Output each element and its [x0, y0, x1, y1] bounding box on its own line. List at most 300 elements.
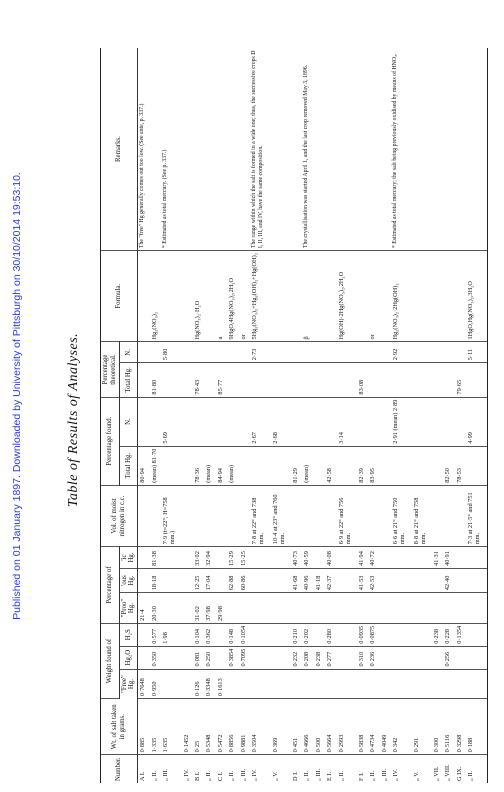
- cell-n-found: [314, 397, 325, 446]
- cell-remarks: [443, 48, 454, 251]
- cell-ic-hg: 41·31: [432, 547, 443, 569]
- cell-hg2o: 0·7095: [239, 646, 250, 669]
- cell-ic-hg: 40·91: [443, 547, 454, 569]
- cell-total-hg-theoretical: [412, 363, 432, 397]
- cell-free-hg: [466, 669, 487, 699]
- cell-hg2o: [337, 646, 357, 669]
- cell-weight-taken: 0·5472: [216, 699, 227, 755]
- cell-ic-hg: [391, 547, 411, 569]
- cell-free-hg: [250, 669, 270, 699]
- cell-free-hg: [239, 669, 250, 699]
- cell-n-found: [325, 397, 336, 446]
- cell-remarks: [380, 48, 391, 251]
- cell-remarks: [239, 48, 250, 251]
- cell-formula: 9HgO,4Hg(NO₃)₂,2H₂O: [227, 251, 238, 342]
- cell-h2s: [216, 623, 227, 646]
- table-row: [466, 48, 487, 783]
- table-row: [193, 48, 204, 783]
- cell-h2s: [466, 623, 487, 646]
- cell-total-hg-theoretical: [291, 363, 302, 397]
- results-table-region: [100, 48, 488, 783]
- cell-weight-taken: 0·451: [291, 699, 302, 755]
- cell-formula: [138, 251, 150, 342]
- cell-formula: [204, 251, 215, 342]
- cell-weight-taken: 0·2993: [337, 699, 357, 755]
- cell-ous-hg: [432, 568, 443, 592]
- cell-row-number: „ II.: [205, 770, 213, 781]
- cell-n-found: [291, 397, 302, 446]
- cell-nitrogen-volume: [291, 485, 302, 546]
- cell-total-hg-found: [161, 446, 181, 485]
- cell-ous-hg: 17·04: [204, 568, 215, 592]
- cell-nitrogen-volume: [204, 485, 215, 546]
- cell-ic-hg: [337, 547, 357, 569]
- table-row: [250, 48, 270, 783]
- cell-prco-hg: [314, 593, 325, 624]
- table-row: [380, 48, 391, 783]
- cell-total-hg-theoretical: 79·65: [455, 363, 466, 397]
- table-row: [182, 48, 193, 783]
- cell-hg2o: [412, 646, 432, 669]
- table-row: [216, 48, 227, 783]
- cell-nitrogen-volume: [193, 485, 204, 546]
- cell-n-found: [380, 397, 391, 446]
- cell-row-number: „ III.: [314, 768, 322, 781]
- cell-prco-hg: [250, 593, 270, 624]
- cell-n-theoretical: 5·80: [161, 342, 181, 363]
- cell-total-hg-theoretical: [302, 363, 313, 397]
- cell-remarks: [204, 48, 215, 251]
- cell-n-found: 2·68: [271, 397, 291, 446]
- table-row: [412, 48, 432, 783]
- table-row: [455, 48, 466, 783]
- cell-total-hg-found: 82·39: [357, 446, 368, 485]
- cell-weight-taken: 0·5664: [325, 699, 336, 755]
- cell-prco-hg: 31·02: [193, 593, 204, 624]
- cell-free-hg: [182, 669, 193, 699]
- cell-ic-hg: [182, 547, 193, 569]
- cell-n-theoretical: [138, 342, 150, 363]
- cell-free-hg: [314, 669, 325, 699]
- cell-n-found: [368, 397, 379, 446]
- cell-n-theoretical: [239, 342, 250, 363]
- cell-total-hg-found: 84·94: [216, 446, 227, 485]
- cell-weight-taken: 0·291: [412, 699, 432, 755]
- cell-total-hg-theoretical: 81·80: [150, 363, 161, 397]
- cell-free-hg: [432, 669, 443, 699]
- results-table-body: [138, 48, 488, 783]
- cell-total-hg-found: [271, 446, 291, 485]
- cell-h2s: [391, 623, 411, 646]
- cell-ous-hg: 12·25: [193, 568, 204, 592]
- cell-h2s: 0·104: [193, 623, 204, 646]
- cell-n-theoretical: 2·73: [250, 342, 270, 363]
- cell-total-hg-theoretical: 78·43: [193, 363, 204, 397]
- cell-formula: [314, 251, 325, 342]
- cell-row-number: G IX.: [455, 766, 463, 781]
- cell-row-number: „ VII.: [432, 766, 440, 781]
- cell-weight-taken: 1·335: [150, 699, 161, 755]
- cell-total-hg-theoretical: [182, 363, 193, 397]
- cell-formula: [325, 251, 336, 342]
- cell-h2s: 0·238: [432, 623, 443, 646]
- header-remarks: Remarks.: [101, 48, 138, 251]
- subheader-prco-hg: "Proo" Hg.: [119, 593, 138, 624]
- cell-total-hg-theoretical: [138, 363, 150, 397]
- cell-total-hg-found: 78·53: [455, 446, 466, 485]
- cell-ous-hg: [337, 568, 357, 592]
- table-row: [227, 48, 238, 783]
- cell-ous-hg: [182, 568, 193, 592]
- header-number: Number.: [101, 755, 138, 783]
- table-title: Table of Results of Analyses.: [66, 332, 81, 508]
- cell-free-hg: [357, 669, 368, 699]
- cell-n-theoretical: [291, 342, 302, 363]
- cell-total-hg-found: 80·94: [138, 446, 150, 485]
- cell-total-hg-theoretical: [325, 363, 336, 397]
- cell-free-hg: [412, 669, 432, 699]
- cell-ous-hg: 42·37: [325, 568, 336, 592]
- cell-total-hg-theoretical: [466, 363, 487, 397]
- cell-n-found: [443, 397, 454, 446]
- cell-total-hg-found: [337, 446, 357, 485]
- cell-n-theoretical: [227, 342, 238, 363]
- table-row: [239, 48, 250, 783]
- cell-weight-taken: 0·4666: [302, 699, 313, 755]
- cell-total-hg-theoretical: [337, 363, 357, 397]
- cell-weight-taken: 0·885: [138, 699, 150, 755]
- cell-nitrogen-volume: [150, 485, 161, 546]
- cell-ous-hg: [466, 568, 487, 592]
- cell-remarks: [466, 48, 487, 251]
- cell-ic-hg: 40·59: [302, 547, 313, 569]
- cell-ic-hg: [161, 547, 181, 569]
- cell-free-hg: 0·126: [193, 669, 204, 699]
- cell-total-hg-found: 42·58: [325, 446, 336, 485]
- cell-ic-hg: [216, 547, 227, 569]
- cell-total-hg-found: (mean): [302, 446, 313, 485]
- cell-ic-hg: [380, 547, 391, 569]
- cell-ous-hg: [161, 568, 181, 592]
- cell-weight-taken: 0·369: [271, 699, 291, 755]
- cell-total-hg-theoretical: 85·77: [216, 363, 227, 397]
- cell-remarks: The range within which the salt is formed in a wide one; thus, the successive crops D I, II, III, and IV, have the same composition.: [250, 48, 270, 251]
- cell-row-number: „ V.: [412, 771, 420, 781]
- cell-prco-hg: [302, 593, 313, 624]
- cell-n-found: [412, 397, 432, 446]
- cell-hg2o: [216, 646, 227, 669]
- cell-weight-taken: 0·8856: [227, 699, 238, 755]
- cell-weight-taken: 0·3298: [455, 699, 466, 755]
- cell-ous-hg: 40·96: [302, 568, 313, 592]
- cell-row-number: C I.: [216, 771, 224, 781]
- cell-n-theoretical: [216, 342, 227, 363]
- cell-h2s: [250, 623, 270, 646]
- cell-nitrogen-volume: [455, 485, 466, 546]
- cell-prco-hg: [325, 593, 336, 624]
- cell-ous-hg: [216, 568, 227, 592]
- cell-hg2o: [182, 646, 193, 669]
- cell-hg2o: [455, 646, 466, 669]
- cell-total-hg-found: 78·36: [193, 446, 204, 485]
- cell-h2s: [314, 623, 325, 646]
- cell-h2s: 0·202: [302, 623, 313, 646]
- cell-total-hg-found: 82·50: [443, 446, 454, 485]
- table-row: [357, 48, 368, 783]
- cell-ic-hg: [250, 547, 270, 569]
- cell-h2s: 0·148: [227, 623, 238, 646]
- header-percentage-found: Percentage found.: [101, 397, 120, 485]
- cell-total-hg-found: [432, 446, 443, 485]
- cell-ous-hg: [138, 568, 150, 592]
- cell-hg2o: [161, 646, 181, 669]
- cell-formula: Hg₂(NO₃)₂·2Hg(OH)₂: [391, 251, 411, 342]
- cell-formula: [271, 251, 291, 342]
- subheader-hg2o: Hg₂O: [119, 646, 138, 669]
- cell-ous-hg: 42·40: [443, 568, 454, 592]
- subheader-total-hg-theoretical: Total Hg.: [119, 363, 138, 397]
- table-row: [291, 48, 302, 783]
- cell-remarks: [337, 48, 357, 251]
- cell-h2s: 0·1354: [455, 623, 466, 646]
- cell-row-number: „ II.: [466, 755, 487, 783]
- cell-prco-hg: [291, 593, 302, 624]
- cell-n-theoretical: [182, 342, 193, 363]
- cell-weight-taken: 0·342: [391, 699, 411, 755]
- cell-n-found: [182, 397, 193, 446]
- cell-n-found: [432, 397, 443, 446]
- cell-free-hg: [455, 669, 466, 699]
- cell-weight-taken: 0·500: [314, 699, 325, 755]
- cell-ous-hg: [380, 568, 391, 592]
- cell-row-number: „ III.: [239, 768, 247, 781]
- subheader-free-hg: "Free" Hg.: [119, 669, 138, 699]
- cell-h2s: 0·577: [150, 623, 161, 646]
- cell-free-hg: [227, 669, 238, 699]
- cell-free-hg: [291, 669, 302, 699]
- header-weight-found: Weight found of: [101, 623, 120, 698]
- cell-remarks: [271, 48, 291, 251]
- cell-hg2o: [250, 646, 270, 669]
- cell-prco-hg: [227, 593, 238, 624]
- cell-remarks: The "free" Hg generally comes out too low. (See ante, p. 337.): [138, 48, 150, 251]
- cell-hg2o: [391, 646, 411, 669]
- cell-free-hg: [443, 669, 454, 699]
- cell-n-found: [239, 397, 250, 446]
- cell-nitrogen-volume: [239, 485, 250, 546]
- table-row: [432, 48, 443, 783]
- cell-remarks: [357, 48, 368, 251]
- cell-row-number: D I.: [291, 771, 299, 781]
- cell-row-number: A I.: [139, 771, 147, 781]
- cell-formula: [432, 251, 443, 342]
- cell-weight-taken: 0·1452: [182, 699, 193, 755]
- cell-h2s: 0·210: [291, 623, 302, 646]
- cell-row-number: „ IV.: [251, 769, 259, 781]
- cell-remarks: * Estimated as total mercury. (See p. 337.): [161, 48, 181, 251]
- cell-total-hg-found: (mean): [204, 446, 215, 485]
- cell-h2s: [412, 623, 432, 646]
- cell-remarks: [432, 48, 443, 251]
- cell-hg2o: [138, 646, 150, 669]
- cell-prco-hg: [239, 593, 250, 624]
- cell-nitrogen-volume: [314, 485, 325, 546]
- cell-nitrogen-volume: 7·8 at 22° and 738 mm.: [250, 485, 270, 546]
- cell-n-found: 2·67: [250, 397, 270, 446]
- cell-n-theoretical: [193, 342, 204, 363]
- cell-ic-hg: [412, 547, 432, 569]
- cell-row-number: „ VIII.: [444, 764, 452, 781]
- cell-row-number: B I.: [194, 771, 202, 781]
- cell-hg2o: 0·277: [325, 646, 336, 669]
- cell-row-number: „ II.: [337, 770, 345, 781]
- cell-ic-hg: 40·72: [368, 547, 379, 569]
- cell-hg2o: 0·238: [314, 646, 325, 669]
- cell-ic-hg: 81·38: [150, 547, 161, 569]
- cell-weight-taken: 0·4049: [380, 699, 391, 755]
- cell-total-hg-theoretical: [443, 363, 454, 397]
- cell-prco-hg: [391, 593, 411, 624]
- subheader-ic-hg: 'ic Hg.: [119, 547, 138, 569]
- cell-n-found: [193, 397, 204, 446]
- cell-remarks: [455, 48, 466, 251]
- cell-formula: [443, 251, 454, 342]
- cell-free-hg: [161, 669, 181, 699]
- subheader-n-found: N.: [119, 397, 138, 446]
- cell-free-hg: 0·3348: [204, 669, 215, 699]
- table-row: [271, 48, 291, 783]
- cell-ous-hg: 41·68: [291, 568, 302, 592]
- cell-remarks: [193, 48, 204, 251]
- cell-n-found: [204, 397, 215, 446]
- cell-weight-taken: 0·5116: [443, 699, 454, 755]
- cell-weight-taken: 0·4734: [368, 699, 379, 755]
- cell-formula: [357, 251, 368, 342]
- table-row: [204, 48, 215, 783]
- cell-remarks: [412, 48, 432, 251]
- cell-formula: [412, 251, 432, 342]
- cell-prco-hg: [357, 593, 368, 624]
- cell-hg2o: 0·310: [357, 646, 368, 669]
- cell-ous-hg: 41·18: [314, 568, 325, 592]
- cell-row-number: „ III.: [380, 768, 388, 781]
- cell-nitrogen-volume: [302, 485, 313, 546]
- cell-total-hg-found: [466, 446, 487, 485]
- page-title: [62, 320, 86, 520]
- cell-n-found: 4·99: [466, 397, 487, 446]
- cell-total-hg-theoretical: [391, 363, 411, 397]
- cell-total-hg-theoretical: [239, 363, 250, 397]
- table-row: [391, 48, 411, 783]
- rotated-table: [100, 48, 488, 783]
- cell-h2s: [271, 623, 291, 646]
- cell-prco-hg: 21·4: [138, 593, 150, 624]
- cell-ic-hg: [455, 547, 466, 569]
- cell-total-hg-found: (mean): [227, 446, 238, 485]
- cell-total-hg-found: [239, 446, 250, 485]
- header-nitrogen-volume: Vol. of moist nitrogen in c.c.: [101, 485, 138, 546]
- cell-free-hg: 0·950: [150, 669, 161, 699]
- cell-n-theoretical: [443, 342, 454, 363]
- cell-n-found: [357, 397, 368, 446]
- cell-remarks: The crystallisation was started April 1, and the last crop removed May 3, 1896.: [302, 48, 313, 251]
- cell-prco-hg: [380, 593, 391, 624]
- cell-formula: or: [368, 251, 379, 342]
- cell-nitrogen-volume: [380, 485, 391, 546]
- cell-formula: [455, 251, 466, 342]
- cell-weight-taken: 1·635: [161, 699, 181, 755]
- cell-n-found: [455, 397, 466, 446]
- cell-ic-hg: [314, 547, 325, 569]
- cell-ous-hg: 62·88: [227, 568, 238, 592]
- cell-row-number: „ V.: [271, 771, 279, 781]
- header-percentage-theoretical: Percentage theoretical.: [101, 342, 120, 397]
- cell-total-hg-theoretical: [227, 363, 238, 397]
- cell-total-hg-theoretical: [368, 363, 379, 397]
- cell-nitrogen-volume: [216, 485, 227, 546]
- cell-total-hg-found: 83·95: [368, 446, 379, 485]
- cell-n-found: 5·69: [161, 397, 181, 446]
- cell-remarks: [314, 48, 325, 251]
- download-watermark: [8, 0, 26, 792]
- cell-prco-hg: [368, 593, 379, 624]
- cell-prco-hg: [271, 593, 291, 624]
- cell-hg2o: 0·250: [204, 646, 215, 669]
- cell-n-theoretical: [455, 342, 466, 363]
- cell-ic-hg: 15·29: [227, 547, 238, 569]
- cell-hg2o: 0·3854: [227, 646, 238, 669]
- cell-h2s: [182, 623, 193, 646]
- cell-prco-hg: [412, 593, 432, 624]
- cell-h2s: 0·362: [204, 623, 215, 646]
- cell-ous-hg: [391, 568, 411, 592]
- cell-n-theoretical: [150, 342, 161, 363]
- table-row: [314, 48, 325, 783]
- cell-free-hg: [337, 669, 357, 699]
- cell-h2s: 0·0935: [357, 623, 368, 646]
- cell-total-hg-found: [250, 446, 270, 485]
- table-row: [302, 48, 313, 783]
- cell-total-hg-found: [380, 446, 391, 485]
- results-table: [100, 48, 488, 783]
- cell-weight-taken: 0·3504: [250, 699, 270, 755]
- cell-total-hg-found: [314, 446, 325, 485]
- cell-h2s: [380, 623, 391, 646]
- cell-nitrogen-volume: [443, 485, 454, 546]
- cell-prco-hg: [182, 593, 193, 624]
- cell-ous-hg: 41·53: [357, 568, 368, 592]
- cell-hg2o: [432, 646, 443, 669]
- subheader-n-theoretical: N.: [119, 342, 138, 363]
- cell-formula: [161, 251, 181, 342]
- cell-row-number: „ II.: [303, 770, 311, 781]
- cell-h2s: 0·228: [443, 623, 454, 646]
- cell-h2s: [138, 623, 150, 646]
- cell-h2s: 0·0875: [368, 623, 379, 646]
- cell-n-theoretical: 2·92: [391, 342, 411, 363]
- cell-ous-hg: [250, 568, 270, 592]
- cell-formula: or: [239, 251, 250, 342]
- cell-ic-hg: [466, 547, 487, 569]
- table-row: [161, 48, 181, 783]
- cell-total-hg-found: [412, 446, 432, 485]
- cell-ic-hg: [271, 547, 291, 569]
- cell-total-hg-found: [182, 446, 193, 485]
- cell-free-hg: [380, 669, 391, 699]
- cell-h2s: 0·280: [325, 623, 336, 646]
- cell-total-hg-found: [391, 446, 411, 485]
- cell-n-found: [150, 397, 161, 446]
